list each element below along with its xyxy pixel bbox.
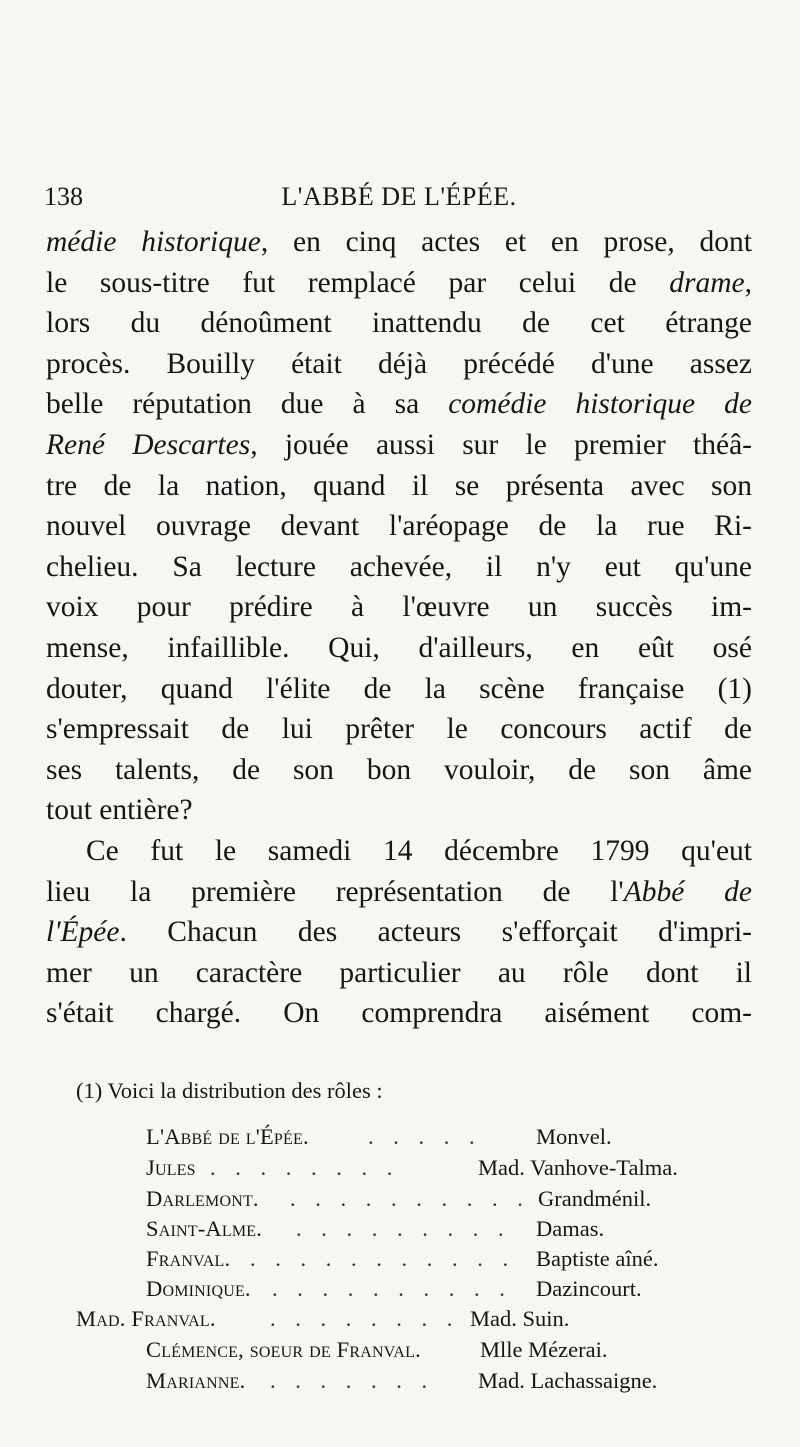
text-line	[46, 912, 752, 953]
text-run: , jouée aussi sur le premier théâ-	[250, 428, 752, 461]
leader-dots: . . . . . . . . . .	[272, 1276, 512, 1301]
actor-name: Mlle Mézerai.	[480, 1337, 608, 1362]
italic-phrase: médie historique	[46, 226, 261, 258]
leader-dots: . . . . . . . . .	[296, 1216, 511, 1241]
role-name: Franval.	[146, 1246, 231, 1271]
page-header	[44, 182, 754, 222]
actor-name: Grandménil.	[538, 1186, 652, 1211]
text-line	[46, 222, 752, 263]
cast-row	[46, 1246, 756, 1274]
text-line	[46, 263, 752, 304]
cast-row	[46, 1337, 756, 1365]
text-run: ,	[744, 266, 752, 299]
text-run: . Chacun des acteurs s'efforçait d'impri-	[119, 916, 752, 949]
text-line: mense, infaillible. Qui, d'ailleurs, en eût osé	[46, 631, 752, 664]
running-title: L'ABBÉ DE L'ÉPÉE.	[281, 182, 517, 211]
role-name: Marianne.	[146, 1368, 246, 1393]
page-number: 138	[44, 182, 83, 211]
actor-name: Baptiste aîné.	[536, 1246, 659, 1271]
actor-name: Dazincourt.	[536, 1276, 642, 1301]
leader-dots: . . . . . . . .	[270, 1306, 460, 1331]
text-line: nouvel ouvrage devant l'aréopage de la rue Ri-	[46, 510, 752, 543]
role-name: Jules	[146, 1155, 196, 1180]
role-name: Darlemont.	[146, 1186, 259, 1211]
text-run: le sous-titre fut remplacé par celui de	[46, 266, 670, 299]
text-line: procès. Bouilly était déjà précédé d'une assez	[46, 347, 752, 380]
role-name: Clémence, soeur de Franval.	[146, 1337, 421, 1362]
text-run: lieu la première représentation de l'	[46, 875, 624, 908]
leader-dots: . . . . . . . . . .	[290, 1186, 530, 1211]
text-line: chelieu. Sa lecture achevée, il n'y eut qu'une	[46, 550, 752, 583]
actor-name: Monvel.	[536, 1124, 612, 1149]
text-line: voix pour prédire à l'œuvre un succès im-	[46, 591, 752, 624]
italic-phrase: l'Épée	[46, 916, 120, 949]
text-run: , en cinq actes et en prose, dont	[260, 226, 752, 258]
leader-dots: . . . . .	[368, 1124, 482, 1149]
text-line	[46, 872, 752, 913]
cast-row	[46, 1368, 756, 1396]
actor-name: Damas.	[536, 1216, 605, 1241]
actor-name: Mad. Lachassaigne.	[478, 1368, 658, 1393]
text-line: mer un caractère particulier au rôle dont il	[46, 956, 752, 989]
cast-row	[46, 1124, 756, 1152]
cast-row	[46, 1155, 756, 1183]
italic-phrase: René Descartes	[46, 428, 251, 461]
cast-row	[46, 1216, 756, 1244]
italic-phrase: Abbé de	[623, 875, 752, 908]
leader-dots: . . . . . . . .	[210, 1155, 400, 1180]
cast-row	[46, 1306, 756, 1334]
text-line: tre de la nation, quand il se présenta avec son	[46, 469, 752, 502]
text-line: tout entière?	[46, 794, 193, 827]
actor-name: Mad. Suin.	[470, 1306, 570, 1331]
text-line	[46, 425, 752, 466]
text-line: Ce fut le samedi 14 décembre 1799 qu'eut	[86, 834, 752, 867]
leader-dots: . . . . . . . . . . .	[250, 1246, 516, 1271]
cast-row	[46, 1186, 756, 1214]
role-name: Dominique.	[146, 1276, 251, 1301]
role-name: Saint-Alme.	[146, 1216, 263, 1241]
text-line: ses talents, de son bon vouloir, de son âme	[46, 753, 752, 786]
text-line: douter, quand l'élite de la scène française (1)	[46, 672, 752, 705]
cast-row	[46, 1276, 756, 1304]
text-line	[46, 384, 752, 425]
text-line: lors du dénoûment inattendu de cet étrange	[46, 307, 752, 340]
italic-phrase: comédie historique de	[448, 388, 752, 421]
italic-phrase: drame	[669, 266, 745, 299]
text-run: belle réputation due à sa	[46, 388, 449, 421]
role-name: L'Abbé de l'Épée.	[146, 1124, 309, 1149]
body-text	[46, 222, 752, 1034]
role-name: Mad. Franval.	[76, 1306, 216, 1331]
text-line: s'était chargé. On comprendra aisément com-	[46, 997, 752, 1030]
actor-name: Mad. Vanhove-Talma.	[478, 1155, 678, 1180]
text-line: s'empressait de lui prêter le concours actif de	[46, 713, 752, 746]
leader-dots: . . . . . . .	[270, 1368, 435, 1393]
footnote-intro: (1) Voici la distribution des rôles :	[76, 1078, 383, 1103]
